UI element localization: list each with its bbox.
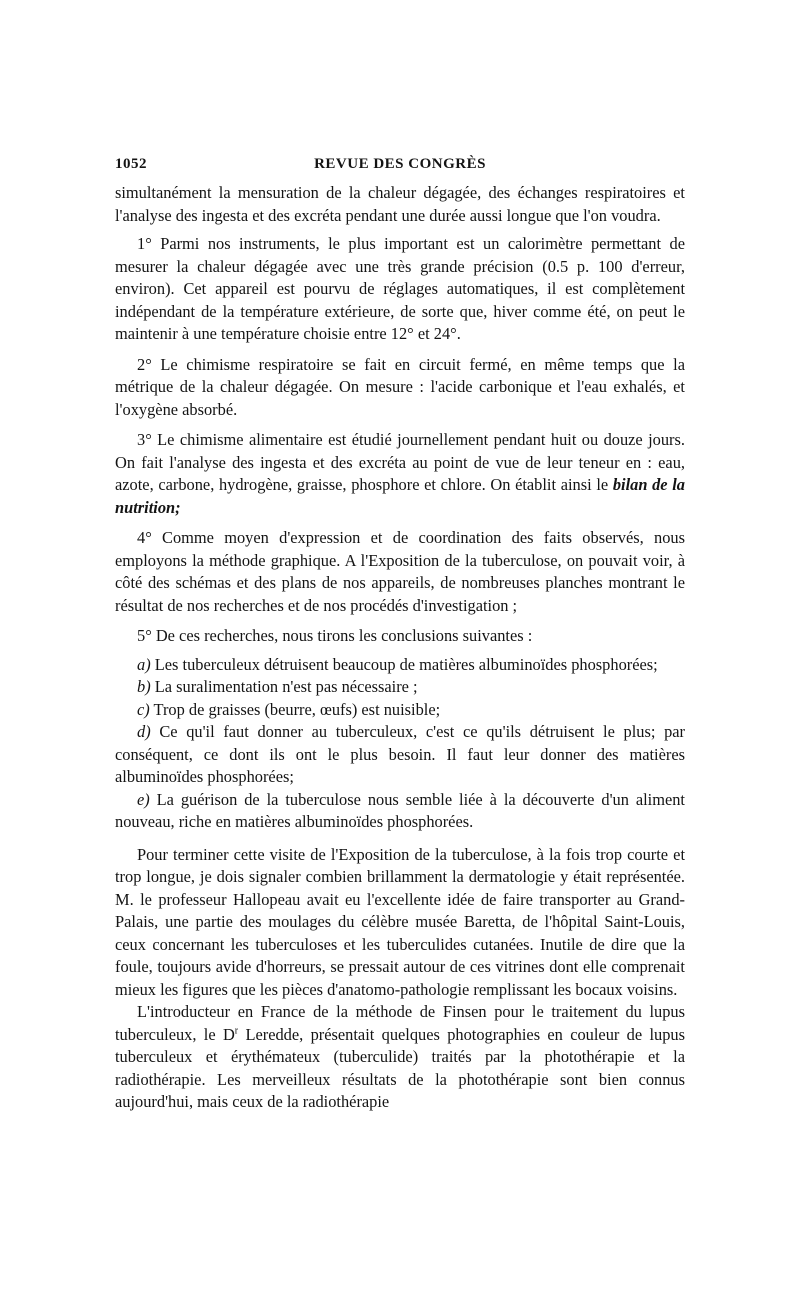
paragraph-graphic-method: 4° Comme moyen d'expression et de coordination des faits observés, nous employons la méthode graphique. A l'Exposition de la tuberculose, on pouvait voir, à côté des schémas et des plans de nos appareils, de nombreuses planches montrant le résultat de nos recherches et de nos procédés d'investigation ; [115, 528, 685, 615]
item-text: Les tuberculeux détruisent beaucoup de matières albuminoïdes phosphorées; [150, 654, 658, 674]
paragraph-exposition: Pour terminer cette visite de l'Exposition de la tuberculose, à la fois trop courte et trop longue, je dois signaler combien brillamment la dermatologie y était représentée. M. le professeur Hallopeau avait eu l'excellente idée de faire transporter au Grand-Palais, une partie des moulages du célèbre musée Baretta, de l'hôpital Saint-Louis, ceux concernant les tuberculoses et les tuberculides cutanées. Inutile de dire que la foule, toujours avide d'horreurs, se pressait autour de ces vitrines dont elle comprenait mieux les figures que les pièces d'anatomo-pathologie remplissant les bocaux voisins. [115, 844, 685, 999]
item-letter: d) [137, 722, 151, 741]
conclusion-item [115, 721, 685, 789]
paragraph-finsen [115, 1001, 685, 1114]
item-text: Ce qu'il faut donner au tuberculeux, c'est ce qu'ils détruisent le plus; par conséquent, ce dont ils ont le plus besoin. Il faut leur donner des matières albuminoïdes phosphorées; [115, 722, 685, 786]
paragraph-continuation: simultanément la mensuration de la chaleur dégagée, des échanges respiratoires et l'analyse des ingesta et des excréta pendant une durée aussi longue que l'on voudra. [115, 183, 685, 225]
finsen-text-start: L'introducteur en France de la méthode de Finsen pour le traitement du lupus tuberculeux, le D [115, 1002, 685, 1044]
paragraph-conclusions-intro: 5° De ces recherches, nous tirons les conclusions suivantes : [137, 626, 533, 645]
item-text: La guérison de la tuberculose nous semble liée à la découverte d'un aliment nouveau, riche en matières albuminoïdes phosphorées. [115, 789, 685, 831]
finsen-text-end: Leredde, présentait quelques photographies en couleur de lupus tuberculeux et érythémateux (tuberculide) traités par la photothérapie et la radiothérapie. Les merveilleux résultats de la photothérapie sont bien connus aujourd'hui, mais ceux de la radiothérapie [115, 1024, 686, 1111]
running-title: REVUE DES CONGRÈS [314, 156, 486, 172]
item-letter: b) [137, 677, 151, 696]
page-number: 1052 [115, 156, 147, 172]
paragraph-alimentary [115, 429, 685, 519]
item-text: La suralimentation n'est pas nécessaire ; [150, 677, 418, 696]
item-letter: a) [137, 654, 151, 674]
item-letter: c) [137, 699, 150, 719]
conclusion-item [115, 789, 685, 834]
paragraph-respiratory: 2° Le chimisme respiratoire se fait en circuit fermé, en même temps que la métrique de la chaleur dégagée. On mesure : l'acide carbonique et l'eau exhalés, et l'oxygène absorbé. [115, 354, 685, 419]
conclusion-item [115, 654, 685, 677]
alimentary-emphasis: bilan de la nutrition; [115, 475, 685, 517]
doctor-superscript: r [234, 1025, 239, 1037]
alimentary-text: 3° Le chimisme alimentaire est étudié journellement pendant huit ou douze jours. On fait l'analyse des ingesta et des excréta au point de vue de leur teneur en : eau, azote, carbone, hydrogène, graisse, phosphore et chlore. On établit ainsi le [115, 430, 685, 494]
conclusion-item [115, 699, 685, 722]
conclusion-item [115, 676, 685, 699]
item-letter: e) [137, 789, 150, 809]
paragraph-calorimeter: 1° Parmi nos instruments, le plus important est un calorimètre permettant de mesurer la chaleur dégagée avec une très grande précision (0.5 p. 100 d'erreur, environ). Cet appareil est pourvu de réglages automatiques, il est complètement indépendant de la température extérieure, de sorte que, hiver comme été, on peut le maintenir à une température choisie entre 12° et 24°. [115, 234, 685, 343]
item-text: Trop de graisses (beurre, œufs) est nuisible; [149, 699, 441, 719]
document-page [115, 156, 685, 1114]
page-header [115, 156, 685, 182]
